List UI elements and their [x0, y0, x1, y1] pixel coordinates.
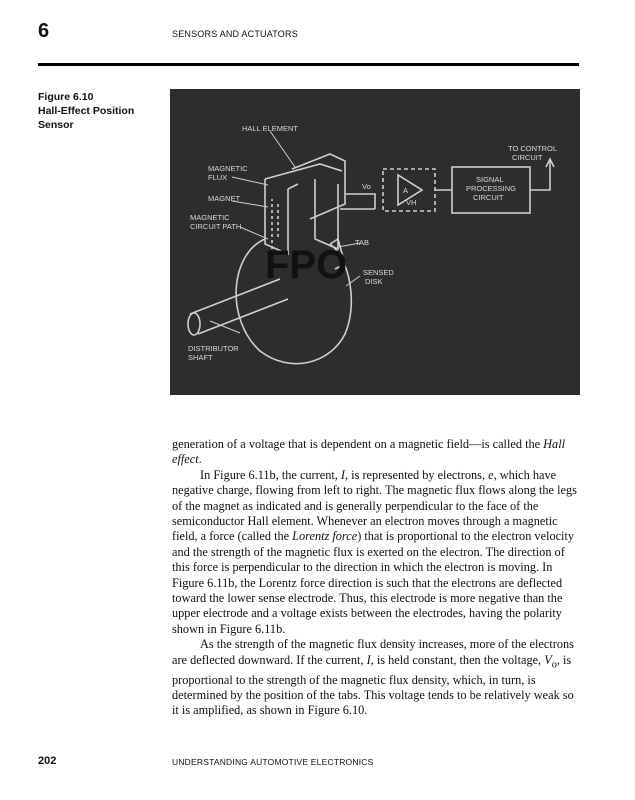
figure-number: Figure 6.10	[38, 91, 94, 103]
paragraph: generation of a voltage that is dependent on a magnetic field—is called the Hall effect.	[172, 437, 566, 467]
page-number: 202	[38, 755, 57, 767]
label-to-control: CIRCUIT	[512, 153, 543, 162]
fpo-placeholder: FPO	[265, 243, 348, 287]
label-signal-processing: CIRCUIT	[473, 193, 504, 202]
figure-title-line: Hall-Effect Position	[38, 105, 135, 117]
magnet-shape	[265, 164, 342, 254]
distributor-shaft	[190, 279, 288, 334]
label-circuit-path: CIRCUIT PATH	[190, 222, 242, 231]
figure-title-line: Sensor	[38, 119, 74, 131]
label-magnet: MAGNET	[208, 194, 241, 203]
label-signal-processing: SIGNAL	[476, 175, 504, 184]
body-text	[172, 437, 580, 719]
label-magnetic-flux: MAGNETIC	[208, 164, 248, 173]
label-hall-element: HALL ELEMENT	[242, 124, 298, 133]
running-head: SENSORS AND ACTUATORS	[172, 29, 298, 39]
label-vh: VH	[406, 198, 417, 207]
label-to-control: TO CONTROL	[508, 144, 558, 153]
label-signal-processing: PROCESSING	[466, 184, 517, 193]
label-circuit-path: MAGNETIC	[190, 213, 230, 222]
paragraph: As the strength of the magnetic flux density increases, more of the electrons are deflected downward. If the current, I, is held constant, then the voltage, $V_o$, is proportional to the strength of the magnetic flux density, which, in turn, is determined by the position of the tabs. This voltage tends to be relatively weak so it is amplified, as shown in Figure 6.10.	[172, 637, 574, 718]
label-sensed-disk: SENSED	[363, 268, 394, 277]
figure-caption	[38, 90, 153, 132]
label-vo: Vo	[362, 182, 371, 191]
label-distributor-shaft: DISTRIBUTOR	[188, 344, 239, 353]
circuit-path-lines	[272, 199, 278, 249]
label-magnetic-flux: FLUX	[208, 173, 228, 182]
label-sensed-disk: DISK	[365, 277, 383, 286]
header-rule	[38, 63, 579, 66]
shaft-end	[188, 313, 200, 335]
figure-image	[170, 89, 580, 395]
label-tab: TAB	[355, 238, 370, 247]
label-distributor-shaft: SHAFT	[188, 353, 213, 362]
label-amplifier: A	[403, 186, 409, 195]
paragraph: In Figure 6.11b, the current, I, is represented by electrons, e, which have negative charge, flowing from left to right. The magnetic flux flows along the legs of the magnet as indicated and is generally perpendicular to the face of the semiconductor Hall element. Whenever an electron moves through a magnetic field, a force (called the Lorentz force) that is proportional to the electron velocity and the strength of the magnetic flux is exerted on the electron. The direction of this force is perpendicular to the direction in which the electron is moving. In Figure 6.11b, the Lorentz force direction is such that the electrons are deflected toward the lower sense electrode. Thus, this electrode is more negative than the upper electrode and a voltage exists between the electrodes, having the polarity shown in Figure 6.11b.	[172, 467, 577, 636]
chapter-number: 6	[38, 20, 50, 42]
running-foot: UNDERSTANDING AUTOMOTIVE ELECTRONICS	[172, 757, 374, 767]
hall-effect-diagram	[170, 89, 580, 395]
